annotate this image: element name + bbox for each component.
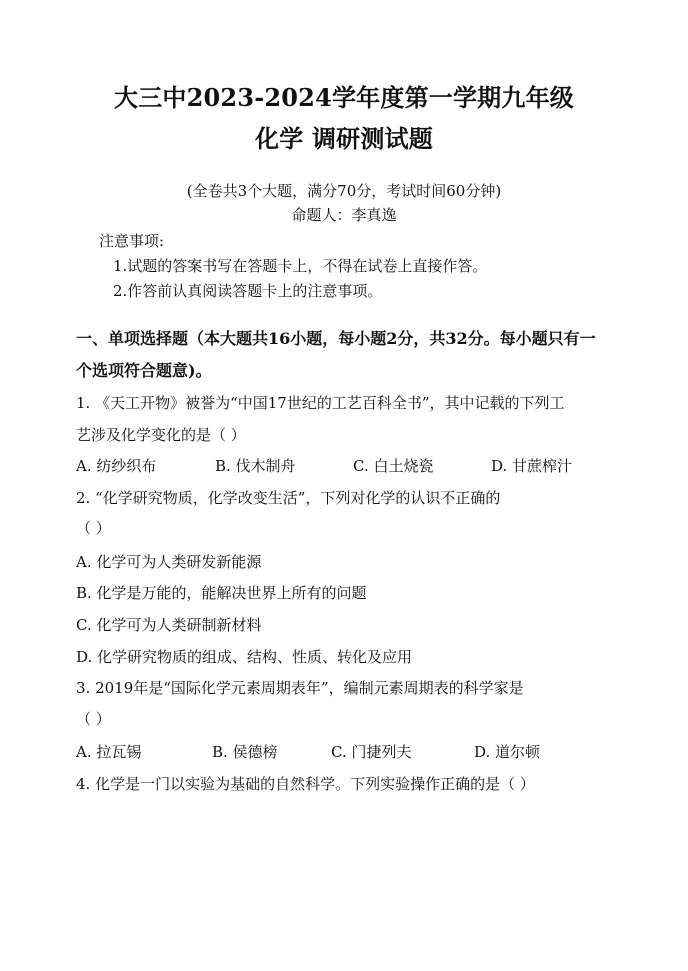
question-2-option-d: D. 化学研究物质的组成、结构、性质、转化及应用 xyxy=(76,648,413,666)
question-2-stem-cont: （ ） xyxy=(76,519,111,537)
exam-subject-title: 化学 调研测试题 xyxy=(255,124,433,153)
notes-item-2: 2.作答前认真阅读答题卡上的注意事项。 xyxy=(113,282,383,300)
question-3-option-d: D. 道尔顿 xyxy=(474,743,541,761)
exam-info: (全卷共3个大题，满分70分，考试时间60分钟) xyxy=(186,182,502,200)
question-2-option-c: C. 化学可为人类研制新材料 xyxy=(76,616,262,634)
question-1-option-d: D. 甘蔗榨汁 xyxy=(491,457,573,475)
question-3-stem: 3. 2019年是“国际化学元素周期表年”，编制元素周期表的科学家是 xyxy=(76,679,524,697)
question-2-stem: 2. “化学研究物质，化学改变生活”，下列对化学的认识不正确的 xyxy=(76,489,501,507)
notes-heading: 注意事项: xyxy=(99,232,165,250)
question-2-option-b: B. 化学是万能的，能解决世界上所有的问题 xyxy=(76,584,367,602)
notes-item-1: 1.试题的答案书写在答题卡上，不得在试卷上直接作答。 xyxy=(113,257,488,275)
question-2-option-a: A. 化学可为人类研发新能源 xyxy=(76,553,262,571)
question-1-option-c: C. 白土烧瓷 xyxy=(353,457,434,475)
exam-author: 命题人：李真逸 xyxy=(291,206,397,224)
question-3-stem-cont: （ ） xyxy=(76,710,111,728)
question-3-option-c: C. 门捷列夫 xyxy=(331,743,412,761)
question-3-option-b: B. 侯德榜 xyxy=(212,743,278,761)
question-1-stem: 1. 《天工开物》被誉为“中国17世纪的工艺百科全书”，其中记载的下列工 xyxy=(76,394,565,412)
question-3-option-a: A. 拉瓦锡 xyxy=(76,743,142,761)
section-1-heading-cont: 个选项符合题意)。 xyxy=(76,361,212,380)
question-1-stem-cont: 艺涉及化学变化的是（ ） xyxy=(76,426,246,444)
section-1-heading: 一、单项选择题（本大题共16小题，每小题2分，共32分。每小题只有一 xyxy=(76,329,596,348)
exam-title: 大三中2023-2024学年度第一学期九年级 xyxy=(114,83,574,112)
question-1-option-a: A. 纺纱织布 xyxy=(76,457,157,475)
question-4-stem: 4. 化学是一门以实验为基础的自然科学。下列实验操作正确的是（ ） xyxy=(76,775,535,793)
question-1-option-b: B. 伐木制舟 xyxy=(215,457,296,475)
